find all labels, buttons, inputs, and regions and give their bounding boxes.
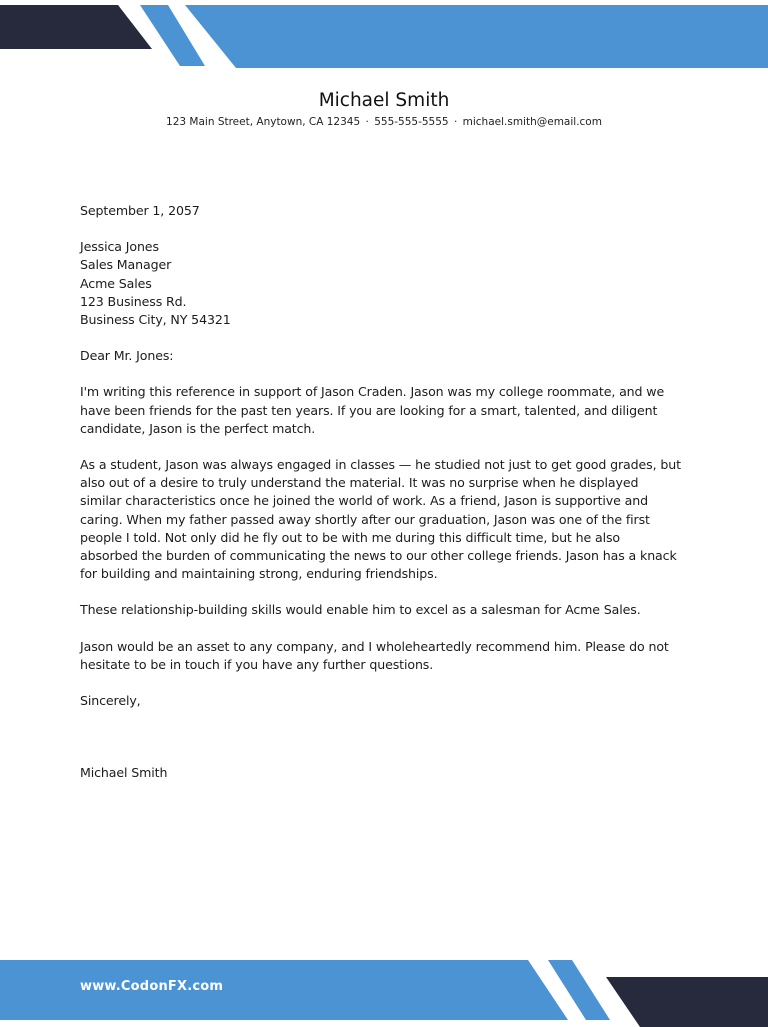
contact-separator: · (365, 116, 369, 128)
paragraph-line: also out of a desire to truly understand the material. It was no surprise when he displayed (80, 475, 639, 491)
paragraph-recommendation (80, 638, 700, 674)
recipient-name: Jessica Jones (80, 239, 159, 255)
paragraph-line: have been friends for the past ten years. If you are looking for a smart, talented, and diligent (80, 402, 658, 418)
sender-name: Michael Smith (318, 90, 450, 111)
paragraph-line: hesitate to be in touch if you have any further questions. (80, 656, 434, 672)
sender-email: michael.smith@email.com (462, 116, 602, 128)
paragraph-line: similar characteristics once he joined the world of work. As a friend, Jason is supportive and (80, 493, 648, 509)
recipient-street: 123 Business Rd. (80, 293, 187, 309)
header-banner (0, 0, 768, 70)
recipient-block (80, 238, 700, 329)
paragraph-line: As a student, Jason was always engaged in classes — he studied not just to get good grades, but (80, 457, 681, 473)
closing: Sincerely, (80, 693, 141, 709)
sender-address: 123 Main Street, Anytown, CA 12345 (166, 116, 361, 128)
salutation: Dear Mr. Jones: (80, 348, 174, 364)
paragraph-line: for building and maintaining strong, enduring friendships. (80, 566, 438, 582)
paragraph-line: caring. When my father passed away shortly after our graduation, Jason was one of the first (80, 511, 650, 527)
sender-contact-line (0, 116, 768, 128)
recipient-title: Sales Manager (80, 257, 172, 273)
signature-name: Michael Smith (80, 765, 168, 781)
paragraph-skills (80, 601, 700, 619)
sender-phone: 555-555-5555 (374, 116, 449, 128)
paragraph-line: absorbed the burden of communicating the news to our other college friends. Jason has a knack (80, 548, 677, 564)
paragraph-line: I'm writing this reference in support of Jason Craden. Jason was my college roommate, and we (80, 384, 665, 400)
contact-separator: · (453, 116, 458, 128)
paragraph-line: Jason would be an asset to any company, and I wholeheartedly recommend him. Please do not (80, 638, 669, 654)
paragraph-line: These relationship-building skills would enable him to excel as a salesman for Acme Sales. (80, 602, 641, 618)
paragraph-line: candidate, Jason is the perfect match. (80, 420, 316, 436)
recipient-city: Business City, NY 54321 (80, 312, 231, 328)
recipient-company: Acme Sales (80, 275, 152, 291)
letter-date: September 1, 2057 (80, 203, 200, 218)
paragraph-intro (80, 383, 700, 438)
paragraph-line: people I told. Not only did he fly out to be with me during this difficult time, but he also (80, 529, 621, 545)
footer-website-link[interactable]: www.CodonFX.com (80, 979, 224, 994)
paragraph-student (80, 456, 700, 583)
header-banner-graphic (0, 0, 768, 70)
letter-body (80, 202, 700, 782)
